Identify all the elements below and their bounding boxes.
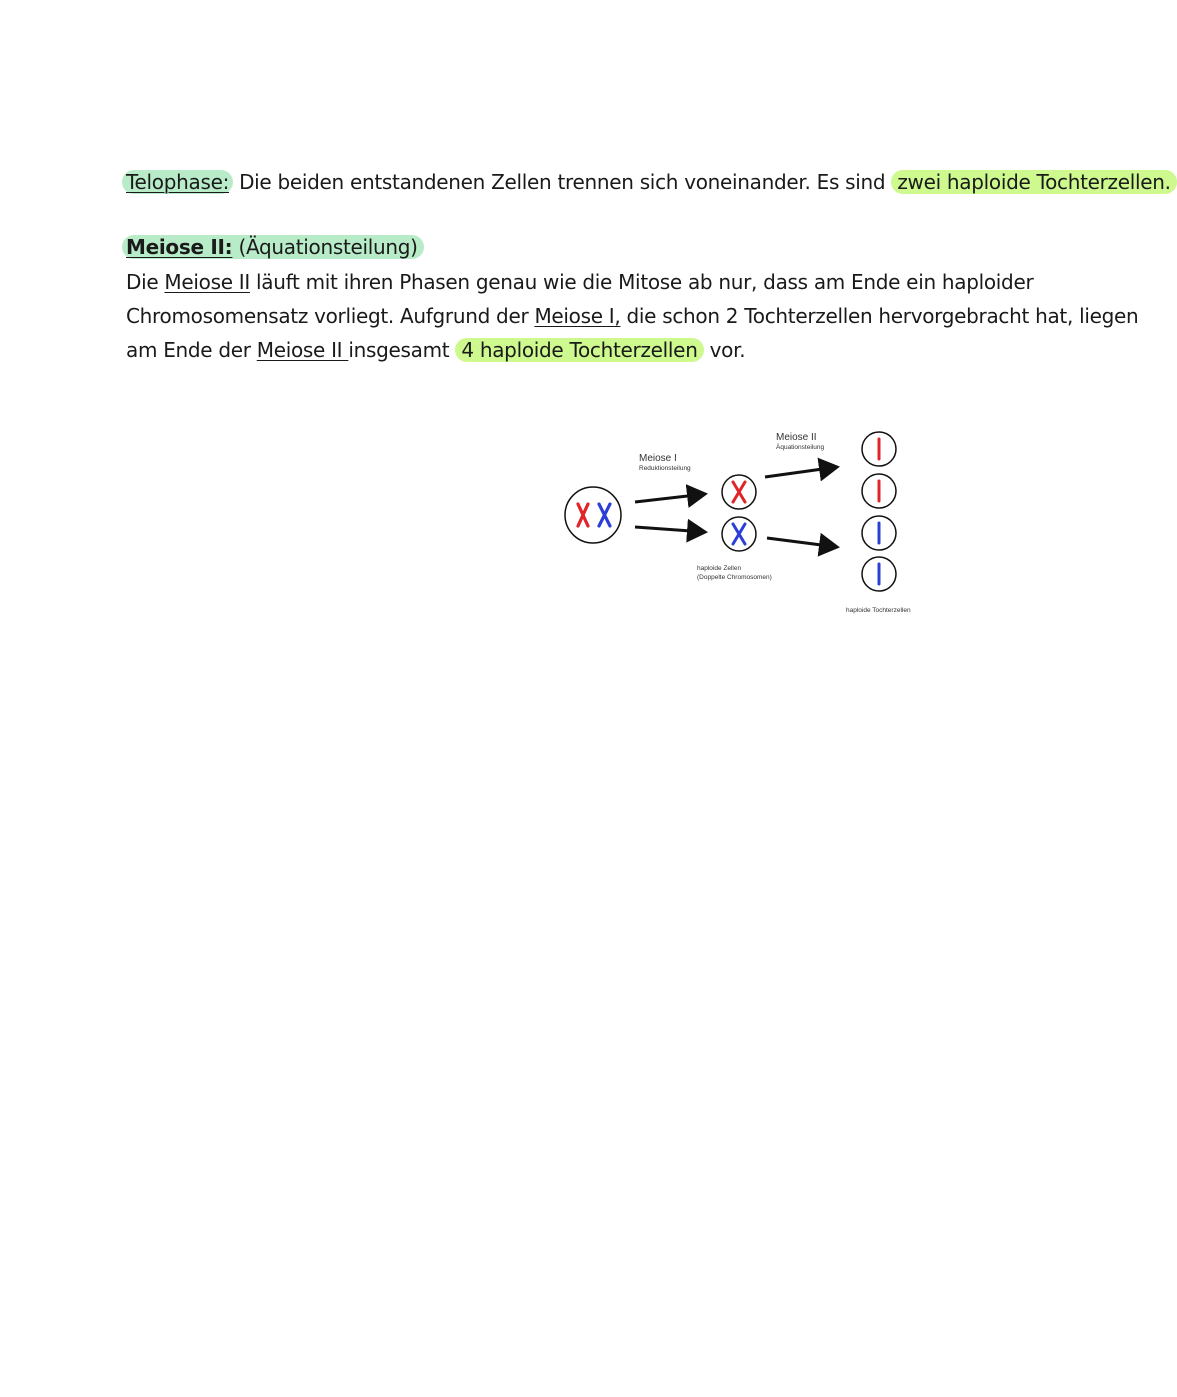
- telophase-paragraph: [126, 168, 1177, 196]
- meiose2-title: Meiose II: [776, 432, 817, 443]
- meiose1-arrow-bottom: [635, 527, 705, 532]
- daughter-cell-2: [862, 474, 896, 508]
- meiose2-line3-text-a: am Ende der: [126, 338, 257, 362]
- meiose1-arrow-top: [635, 494, 705, 502]
- meiose2-subtitle: Äquationsteilung: [776, 444, 825, 451]
- haploid-cells-sublabel: (Doppelte Chromosomen): [697, 574, 772, 581]
- meiose2-heading: Meiose II:: [126, 235, 233, 259]
- meiose2-heading-highlight: [122, 235, 424, 259]
- meiose2-line-2: [126, 302, 1138, 330]
- meiose2-line-1: [126, 268, 1033, 296]
- meiose2-line-3: [126, 336, 745, 364]
- haploid-cell-blue: [722, 517, 756, 551]
- parent-cell: [565, 487, 621, 543]
- haploid-cell-red: [722, 475, 756, 509]
- meiose2-term-1: Meiose II: [164, 270, 250, 294]
- meiose2-arrow-top: [765, 467, 837, 477]
- telophase-text: Die beiden entstandenen Zellen trennen sich voneinander. Es sind: [233, 170, 892, 194]
- telophase-label: Telophase:: [122, 170, 233, 194]
- telophase-highlight: zwei haploide Tochterzellen.: [891, 170, 1176, 194]
- haploid-cells-label: haploide Zellen: [697, 565, 742, 572]
- meiose2-line3-text-b: insgesamt: [348, 338, 456, 362]
- daughter-cell-4: [862, 557, 896, 591]
- meiose2-line2-text-a: Chromosomensatz vorliegt. Aufgrund der: [126, 304, 535, 328]
- meiose2-heading-line: [126, 233, 424, 261]
- meiose1-term: Meiose I,: [534, 304, 621, 328]
- daughter-cells-highlight: 4 haploide Tochterzellen: [455, 338, 703, 362]
- meiose2-line1-text-a: Die: [126, 270, 165, 294]
- meiose2-line3-text-c: vor.: [703, 338, 746, 362]
- meiose2-arrow-bottom: [767, 538, 837, 547]
- meiose1-subtitle: Reduktionsteilung: [639, 465, 691, 472]
- meiose1-title: Meiose I: [639, 453, 677, 464]
- daughter-cell-3: [862, 516, 896, 550]
- daughter-cell-1: [862, 432, 896, 466]
- meiose2-term-2: Meiose II: [256, 338, 349, 362]
- meiose2-line2-text-b: die schon 2 Tochterzellen hervorgebracht hat, liegen: [620, 304, 1139, 328]
- meiose2-subheading: (Äquationsteilung): [232, 235, 418, 259]
- daughter-cells-label: haploide Tochterzellen: [846, 607, 911, 614]
- meiosis-diagram: [555, 420, 935, 620]
- meiose2-line1-text-b: läuft mit ihren Phasen genau wie die Mitose ab nur, dass am Ende ein haploider: [249, 270, 1034, 294]
